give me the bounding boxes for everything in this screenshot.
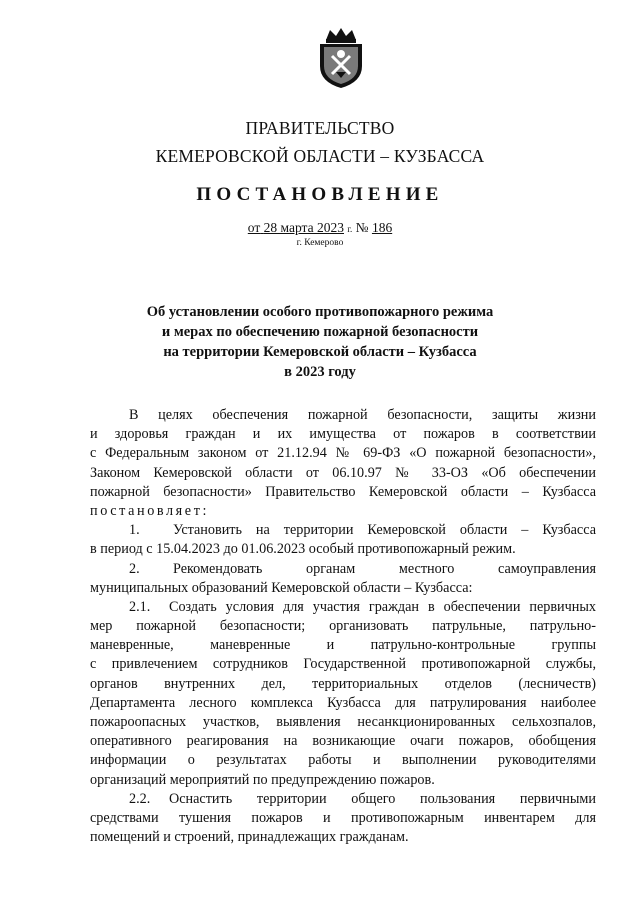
body-line: помещений и строений, принадлежащих гражданам. bbox=[90, 829, 409, 846]
body-line: В целях обеспечения пожарной безопасности, защиты жизни bbox=[129, 407, 596, 423]
body-line: пожарной безопасности» Правительство Кемеровской области – Кузбасса bbox=[90, 483, 596, 500]
item-1 bbox=[90, 521, 596, 540]
item-2 bbox=[90, 560, 596, 579]
government-name-line1: ПРАВИТЕЛЬСТВО bbox=[245, 118, 395, 138]
document-number: 186 bbox=[371, 220, 393, 235]
document-date: 28 марта 2023 bbox=[263, 220, 344, 235]
body-line: информации о результатах работы и выполнении руководителями bbox=[90, 752, 596, 769]
item-2-number: 2. bbox=[129, 560, 140, 577]
body-line: с Федеральным законом от 21.12.94 № 69-ФЗ «О пожарной безопасности», bbox=[90, 445, 596, 462]
body-line: с привлечением сотрудников Государственной противопожарной службы, bbox=[90, 656, 596, 673]
item-2-2-number: 2.2. bbox=[129, 790, 151, 807]
item-2-2-text: Оснастить территории общего пользования первичными bbox=[169, 790, 596, 807]
body-line: средствами тушения пожаров и противопожарным инвентарем для bbox=[90, 809, 596, 826]
resolves-word: постановляет: bbox=[90, 502, 210, 519]
item-2-text: Рекомендовать органам местного самоуправления bbox=[173, 560, 596, 577]
item-2-1 bbox=[90, 598, 596, 617]
title-line: на территории Кемеровской области – Кузбасса bbox=[163, 344, 477, 360]
body-line: организаций мероприятий по предупреждению пожаров. bbox=[90, 771, 435, 788]
date-line bbox=[0, 220, 640, 236]
title-line: и мерах по обеспечению пожарной безопасности bbox=[161, 324, 479, 340]
item-2-1-number: 2.1. bbox=[129, 598, 151, 615]
body-line: органов внутренних дел, территориальных отделов (лесничеств) bbox=[90, 675, 596, 692]
government-name-line2: КЕМЕРОВСКОЙ ОБЛАСТИ – КУЗБАССА bbox=[155, 146, 485, 166]
title-line: в 2023 году bbox=[284, 364, 356, 380]
item-2-1-text: Создать условия для участия граждан в обеспечении первичных bbox=[169, 598, 596, 615]
item-1-text: Установить на территории Кемеровской области – Кузбасса bbox=[173, 522, 596, 539]
body-line: и здоровья граждан и их имущества от пожаров в соответствии bbox=[90, 426, 596, 443]
document-body bbox=[90, 406, 596, 847]
body-line: муниципальных образований Кемеровской области – Кузбасса: bbox=[90, 579, 473, 596]
coat-of-arms-icon bbox=[314, 26, 368, 90]
city-label: г. Кемерово bbox=[296, 238, 344, 248]
date-prefix: от bbox=[247, 220, 261, 235]
number-sign: № bbox=[355, 220, 369, 235]
document-type: ПОСТАНОВЛЕНИЕ bbox=[196, 184, 444, 205]
item-1-number: 1. bbox=[129, 522, 140, 539]
body-line: оперативного реагирования на возникающие очаги пожаров, обобщения bbox=[90, 733, 596, 750]
body-line: Департамента лесного комплекса Кузбасса для патрулирования наиболее bbox=[90, 694, 596, 711]
year-suffix: г. bbox=[347, 224, 353, 234]
body-line: мер пожарной безопасности; организовать патрульные, патрульно- bbox=[90, 618, 596, 635]
title-line: Об установлении особого противопожарного режима bbox=[146, 304, 494, 320]
body-line: Законом Кемеровской области от 06.10.97 № 33-ОЗ «Об обеспечении bbox=[90, 464, 596, 481]
item-2-2 bbox=[90, 790, 596, 809]
body-line: пожароопасных участков, выявления несанкционированных сельхозпалов, bbox=[90, 714, 596, 730]
body-line: маневренные, маневренные и патрульно-контрольные группы bbox=[90, 637, 596, 654]
body-line: в период с 15.04.2023 до 01.06.2023 особый противопожарный режим. bbox=[90, 541, 516, 558]
document-title bbox=[130, 302, 510, 382]
